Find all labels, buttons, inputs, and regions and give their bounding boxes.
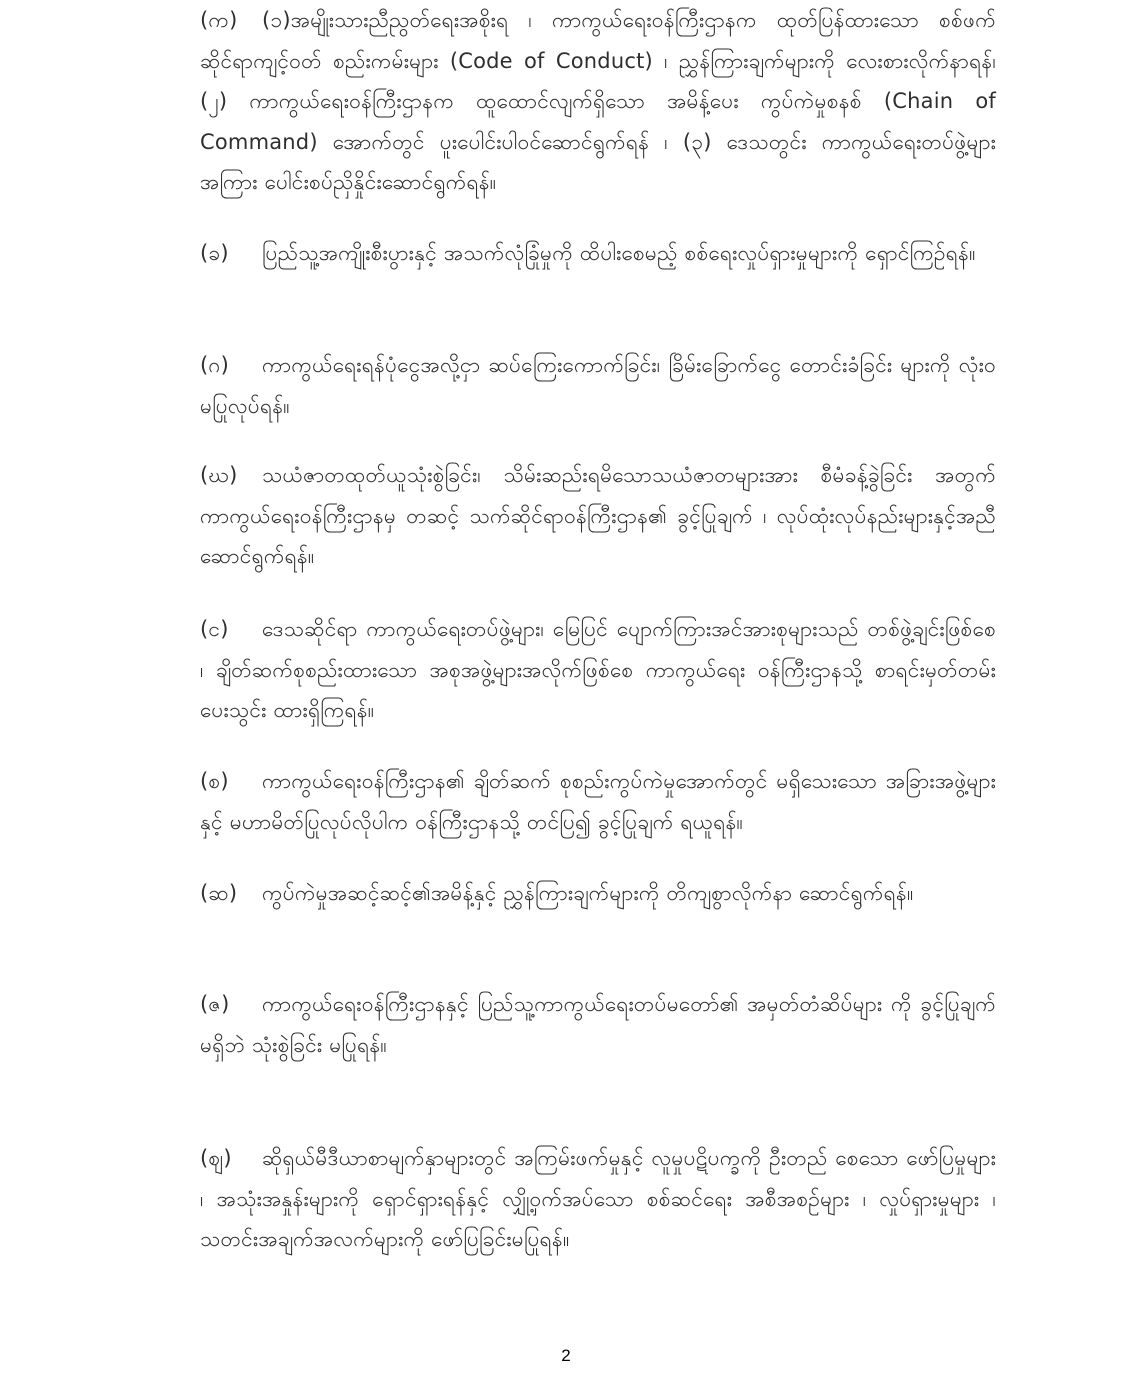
paragraph-marker: (ဃ) [200, 463, 238, 487]
paragraph-ga [200, 345, 996, 426]
paragraph-text: ဆိုရှယ်မီဒီယာစာမျက်နှာများတွင် အကြမ်းဖက်မှုနှင့် လူမှုပဋိပက္ခကို ဦးတည် စေသော ဖော်ပြမှုများ ၊ အသုံးအနှုန်းများကို ရှောင်ရှားရန်နှင့် လျှို့ဝှက်အပ်သော စစ်ဆင်ရေး အစီအစဉ်များ ၊ လှုပ်ရှားမှုများ ၊ သတင်းအချက်အလက်များကို ဖော်ပြခြင်းမပြုရန်။ [200, 1146, 996, 1251]
paragraph-marker: (င) [200, 617, 229, 641]
paragraph-marker: (ဇ) [200, 992, 230, 1016]
paragraph-marker: (ဂ) [200, 353, 229, 377]
page-number: 2 [561, 1346, 571, 1365]
paragraph-za [200, 984, 996, 1065]
paragraph-text: ကွပ်ကဲမှုအဆင့်ဆင့်၏အမိန့်နှင့် ညွှန်ကြားချက်များကို တိကျစွာလိုက်နာ ဆောင်ရွက်ရန်။ [262, 881, 914, 905]
paragraph-kha [200, 233, 996, 274]
paragraph-ka [200, 0, 996, 203]
paragraph-marker: (ခ) [200, 241, 229, 265]
paragraph-marker: (ဈ) [200, 1146, 232, 1170]
paragraph-gha [200, 455, 996, 577]
paragraph-hsa [200, 873, 996, 914]
paragraph-marker: (ဆ) [200, 881, 238, 905]
paragraph-text: ကာကွယ်ရေးဝန်ကြီးဌာန၏ ချိတ်ဆက် စုစည်းကွပ်ကဲမှုအောက်တွင် မရှိသေးသော အခြားအဖွဲ့များနှင့် မဟာမိတ်ပြုလုပ်လိုပါက ဝန်ကြီးဌာနသို့ တင်ပြ၍ ခွင့်ပြုချက် ရယူရန်။ [200, 769, 996, 834]
paragraph-marker: (က) [200, 8, 238, 32]
paragraph-zha [200, 1138, 996, 1260]
paragraph-text: ပြည်သူ့အကျိုးစီးပွားနှင့် အသက်လုံခြုံမှုကို ထိပါးစေမည့် စစ်ရေးလှုပ်ရှားမှုများကို ရှောင်ကြဉ်ရန်။ [262, 241, 976, 265]
paragraph-text: (၁)အမျိုးသားညီညွတ်ရေးအစိုးရ ၊ ကာကွယ်ရေးဝန်ကြီးဌာနက ထုတ်ပြန်ထားသော စစ်ဖက်ဆိုင်ရာကျင့်ဝတ် စည်းကမ်းများ (Code of Conduct) ၊ ညွှန်ကြားချက်များကို လေးစားလိုက်နာရန်၊ (၂) ကာကွယ်ရေးဝန်ကြီးဌာနက ထူထောင်လျက်ရှိသော အမိန့်ပေး ကွပ်ကဲမှုစနစ် (Chain of Command) အောက်တွင် ပူးပေါင်းပါဝင်ဆောင်ရွက်ရန် ၊ (၃) ဒေသတွင်း ကာကွယ်ရေးတပ်ဖွဲ့များအကြား ပေါင်းစပ်ညှိနှိုင်းဆောင်ရွက်ရန်။ [200, 8, 996, 194]
paragraph-text: ကာကွယ်ရေးရန်ပုံငွေအလို့ငှာ ဆပ်ကြေးကောက်ခြင်း၊ ခြိမ်းခြောက်ငွေ တောင်းခံခြင်း များကို လုံးဝမပြုလုပ်ရန်။ [200, 353, 996, 418]
paragraph-sa [200, 761, 996, 842]
paragraph-text: သယံဇာတထုတ်ယူသုံးစွဲခြင်း၊ သိမ်းဆည်းရမိသောသယံဇာတများအား စီမံခန့်ခွဲခြင်း အတွက် ကာကွယ်ရေးဝန်ကြီးဌာနမှ တဆင့် သက်ဆိုင်ရာဝန်ကြီးဌာန၏ ခွင့်ပြုချက် ၊ လုပ်ထုံးလုပ်နည်းများနှင့်အညီ ဆောင်ရွက်ရန်။ [200, 463, 996, 568]
paragraph-text: ကာကွယ်ရေးဝန်ကြီးဌာနနှင့် ပြည်သူ့ကာကွယ်ရေးတပ်မတော်၏ အမှတ်တံဆိပ်များ ကို ခွင့်ပြုချက်မရှိဘဲ သုံးစွဲခြင်း မပြုရန်။ [200, 992, 996, 1057]
paragraph-marker: (စ) [200, 769, 229, 793]
paragraph-text: ဒေသဆိုင်ရာ ကာကွယ်ရေးတပ်ဖွဲ့များ၊ မြေပြင် ပျောက်ကြားအင်အားစုများသည် တစ်ဖွဲ့ချင်းဖြစ်စေ ၊ ချိတ်ဆက်စုစည်းထားသော အစုအဖွဲ့များအလိုက်ဖြစ်စေ ကာကွယ်ရေး ဝန်ကြီးဌာနသို့ စာရင်းမှတ်တမ်း ပေးသွင်း ထားရှိကြရန်။ [200, 617, 996, 722]
paragraph-nga [200, 609, 996, 731]
